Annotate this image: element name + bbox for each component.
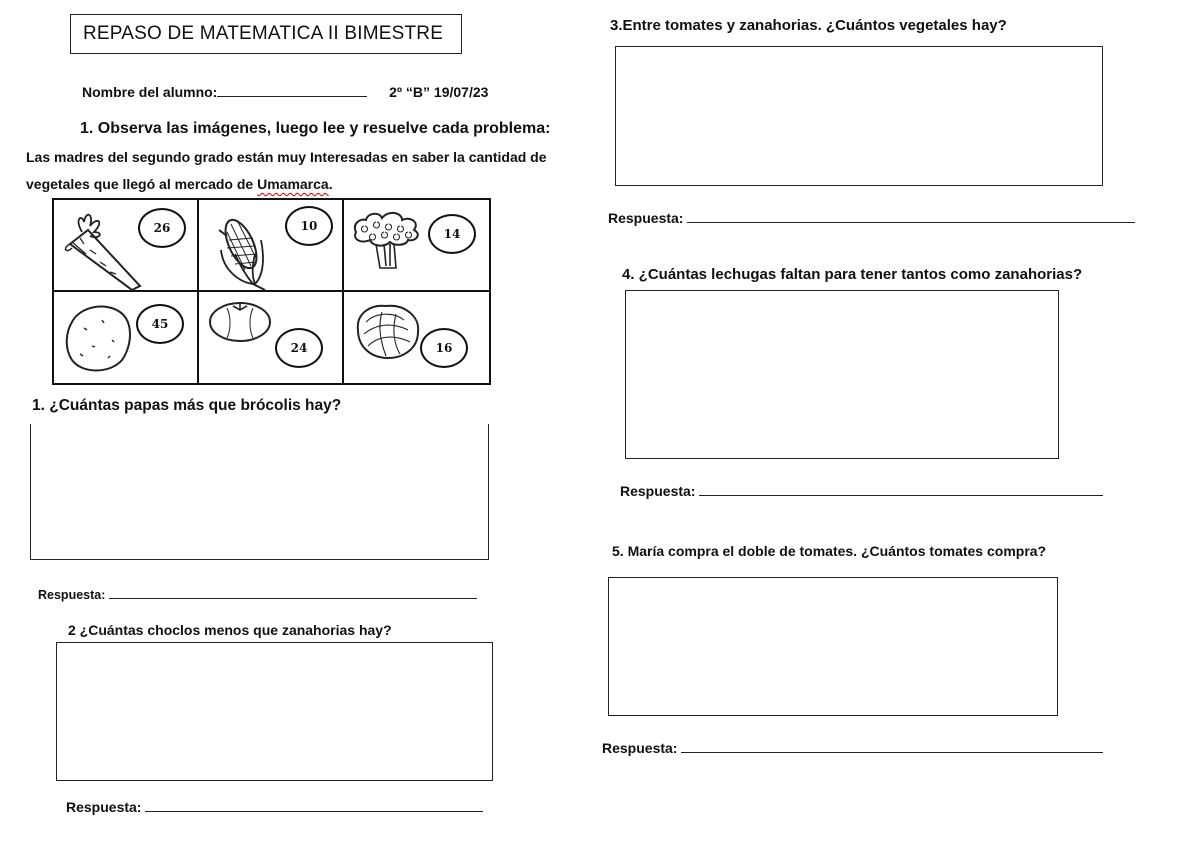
carrot-icon bbox=[60, 208, 150, 292]
carrot-count-badge: 26 bbox=[138, 208, 186, 248]
instructions-text bbox=[26, 144, 596, 198]
answer-blank-2[interactable] bbox=[145, 810, 483, 812]
answer-label-3: Respuesta: bbox=[608, 210, 684, 226]
answer-label-4: Respuesta: bbox=[620, 483, 696, 499]
vegetable-grid bbox=[52, 198, 491, 385]
answer-line-3 bbox=[608, 210, 1135, 226]
answer-blank-5[interactable] bbox=[681, 751, 1103, 753]
instructions-heading: 1. Observa las imágenes, luego lee y resuelve cada problema: bbox=[80, 120, 551, 137]
vegetable-cell-corn bbox=[199, 200, 344, 292]
vegetable-cell-tomato bbox=[199, 292, 344, 384]
answer-line-4 bbox=[620, 483, 1103, 499]
question-5: 5. María compra el doble de tomates. ¿Cuántos tomates compra? bbox=[612, 543, 1047, 559]
question-4: 4. ¿Cuántas lechugas faltan para tener tantos como zanahorias? bbox=[622, 266, 1083, 283]
potato-icon bbox=[62, 302, 136, 374]
lettuce-count-badge: 16 bbox=[420, 328, 468, 368]
vegetable-cell-lettuce bbox=[344, 292, 489, 384]
market-name: Umamarca bbox=[257, 176, 329, 192]
instructions-text-body: Las madres del segundo grado están muy Interesadas en saber la cantidad de vegetales que llegó al mercado de bbox=[26, 149, 547, 192]
vegetable-cell-potato bbox=[54, 292, 199, 384]
answer-blank-1[interactable] bbox=[109, 597, 477, 599]
answer-box-5[interactable] bbox=[608, 577, 1058, 716]
student-name-label: Nombre del alumno: bbox=[82, 84, 218, 100]
answer-box-2[interactable] bbox=[56, 642, 493, 781]
broccoli-count-badge: 14 bbox=[428, 214, 476, 254]
answer-box-3[interactable] bbox=[615, 46, 1103, 186]
question-1: 1. ¿Cuántas papas más que brócolis hay? bbox=[32, 397, 342, 414]
question-3: 3.Entre tomates y zanahorias. ¿Cuántos vegetales hay? bbox=[610, 17, 1007, 34]
broccoli-icon bbox=[350, 210, 430, 272]
grade-date: 2º “B” 19/07/23 bbox=[389, 84, 489, 100]
corn-icon bbox=[213, 210, 279, 290]
answer-label-2: Respuesta: bbox=[66, 799, 142, 815]
instructions-text-end: . bbox=[328, 176, 333, 192]
vegetable-cell-carrot bbox=[54, 200, 199, 292]
tomato-count-badge: 24 bbox=[275, 328, 323, 368]
answer-label-1: Respuesta: bbox=[38, 588, 106, 602]
answer-box-4[interactable] bbox=[625, 290, 1059, 459]
answer-blank-3[interactable] bbox=[687, 221, 1135, 223]
answer-line-5 bbox=[602, 740, 1103, 756]
lettuce-icon bbox=[352, 300, 424, 362]
vegetable-cell-broccoli bbox=[344, 200, 489, 292]
tomato-icon bbox=[207, 296, 273, 344]
student-info bbox=[82, 84, 488, 100]
corn-count-badge: 10 bbox=[285, 206, 333, 246]
answer-line-1 bbox=[38, 588, 477, 602]
student-name-blank[interactable] bbox=[217, 84, 367, 97]
answer-line-2 bbox=[66, 799, 483, 815]
potato-count-badge: 45 bbox=[136, 304, 184, 344]
worksheet-title: REPASO DE MATEMATICA II BIMESTRE bbox=[70, 14, 462, 54]
answer-label-5: Respuesta: bbox=[602, 740, 678, 756]
answer-box-1[interactable] bbox=[30, 424, 489, 560]
question-2: 2 ¿Cuántas choclos menos que zanahorias hay? bbox=[68, 622, 392, 638]
answer-blank-4[interactable] bbox=[699, 494, 1103, 496]
